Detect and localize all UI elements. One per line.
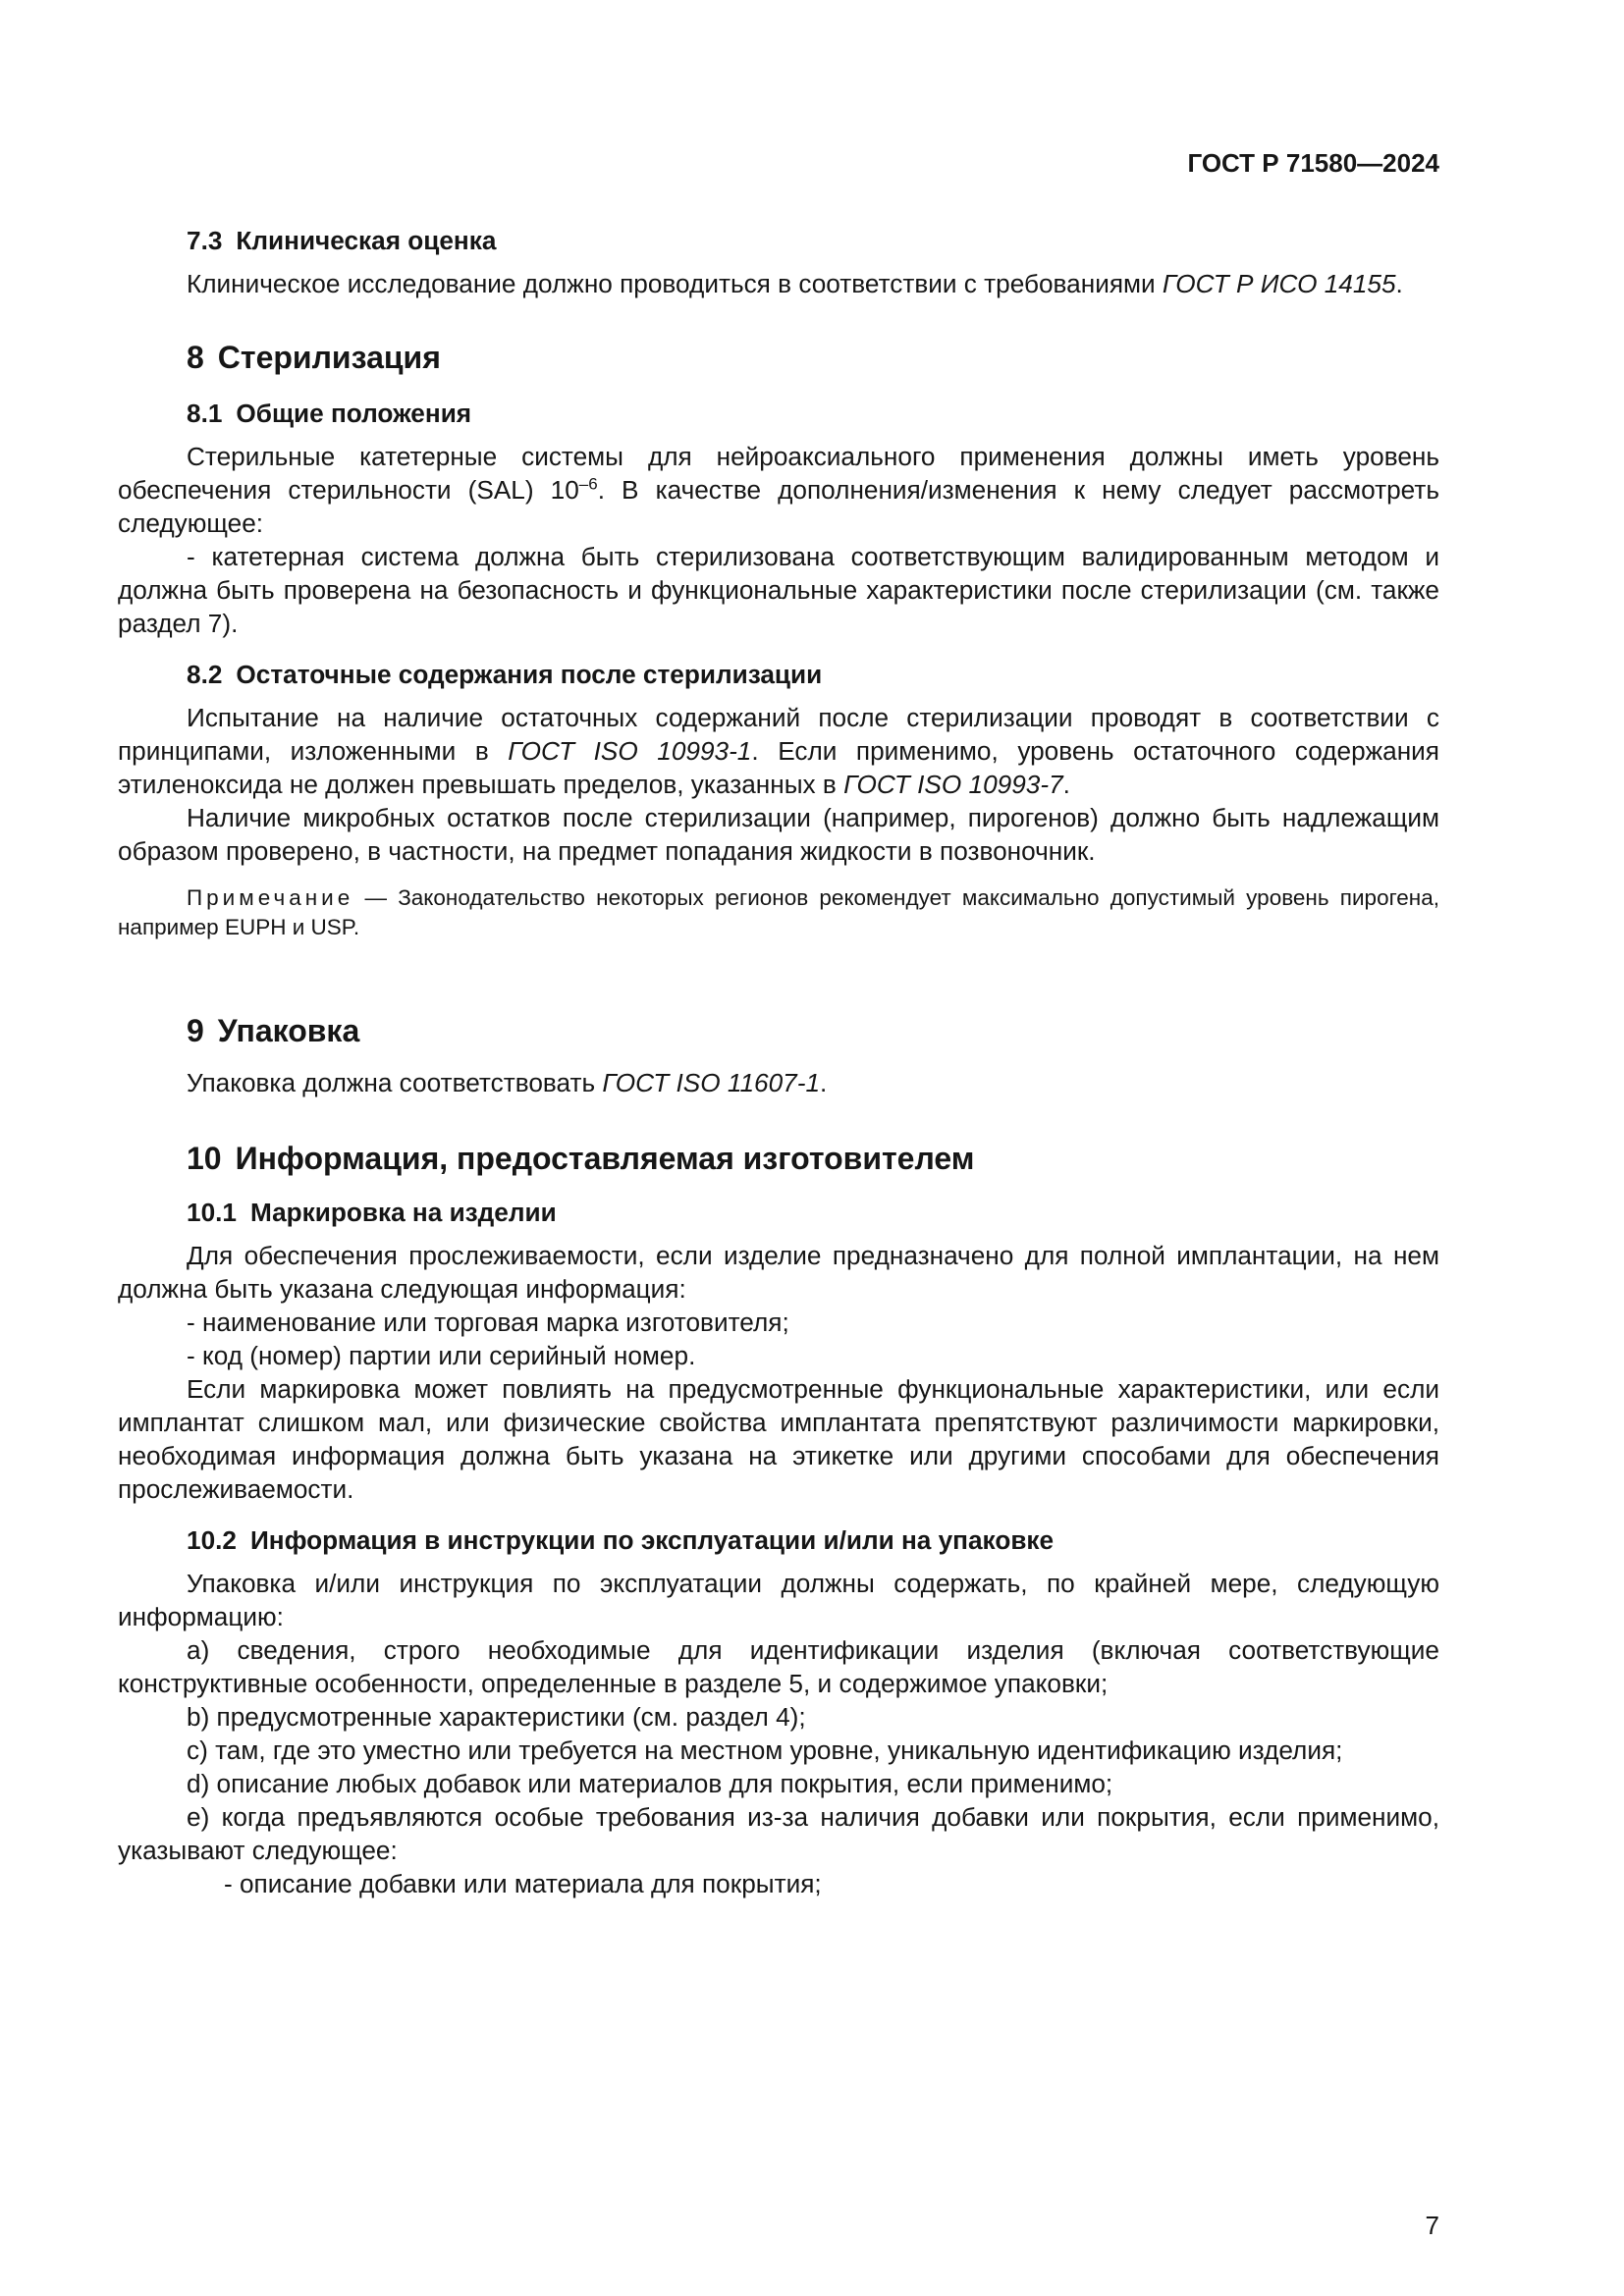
page-number: 7 bbox=[1425, 2211, 1439, 2240]
text: . bbox=[820, 1068, 828, 1097]
reference: ГОСТ ISO 10993-7 bbox=[843, 770, 1063, 799]
subsection-number: 8.1 bbox=[187, 399, 223, 428]
subsection-8-1-heading bbox=[187, 397, 1439, 430]
paragraph bbox=[118, 701, 1439, 801]
section-number: 9 bbox=[187, 1013, 204, 1048]
subsection-title: Маркировка на изделии bbox=[249, 1198, 557, 1227]
subsection-title: Клиническая оценка bbox=[236, 226, 497, 255]
list-item-b: b) предусмотренные характеристики (см. раздел 4); bbox=[187, 1702, 806, 1732]
paragraph: Упаковка и/или инструкция по эксплуатации должны содержать, по крайней мере, следующую информацию: bbox=[118, 1569, 1439, 1631]
text: Испытание на наличие остаточных содержаний после стерилизации проводят в соответствии с принципами, изложенными в bbox=[118, 703, 1439, 766]
text: . bbox=[1062, 770, 1070, 799]
section-10-heading bbox=[187, 1139, 1439, 1178]
paragraph bbox=[118, 440, 1439, 540]
paragraph bbox=[118, 1066, 1439, 1099]
subsection-number: 10.2 bbox=[187, 1525, 237, 1555]
paragraph: Для обеспечения прослеживаемости, если изделие предназначено для полной имплантации, на нем должна быть указана следующая информация: bbox=[118, 1241, 1439, 1304]
subsection-title: Остаточные содержания после стерилизации bbox=[236, 660, 823, 689]
section-title: Стерилизация bbox=[217, 340, 441, 375]
list-item-d: d) описание любых добавок или материалов для покрытия, если применимо; bbox=[187, 1769, 1113, 1798]
paragraph: Наличие микробных остатков после стерилизации (например, пирогенов) должно быть надлежащим образом проверено, в частности, на предмет попадания жидкости в позвоночник. bbox=[118, 803, 1439, 866]
superscript: –6 bbox=[578, 474, 598, 494]
text: . В качестве дополнения/изменения к нему следует рассмотреть следующее: bbox=[118, 475, 1439, 538]
subsection-title: Информация в инструкции по эксплуатации и/или на упаковке bbox=[249, 1525, 1055, 1555]
document-header-id: ГОСТ Р 71580—2024 bbox=[1187, 148, 1439, 178]
section-number: 8 bbox=[187, 340, 204, 375]
reference: ГОСТ ISO 11607-1 bbox=[602, 1068, 821, 1097]
subsection-title: Общие положения bbox=[236, 399, 472, 428]
paragraph bbox=[118, 267, 1439, 300]
section-number: 10 bbox=[187, 1141, 222, 1176]
subsection-7-3-heading bbox=[187, 224, 1439, 257]
note-label: Примечание bbox=[187, 885, 354, 910]
subsection-number: 10.1 bbox=[187, 1198, 237, 1227]
text: Клиническое исследование должно проводиться в соответствии с требованиями bbox=[187, 269, 1163, 298]
reference: ГОСТ Р ИСО 14155 bbox=[1162, 269, 1396, 298]
list-item-a: a) сведения, строго необходимые для идентификации изделия (включая соответствующие конструктивные особенности, определенные в разделе 5, и содержимое упаковки; bbox=[118, 1635, 1439, 1698]
note bbox=[118, 883, 1439, 942]
list-item: - катетерная система должна быть стерилизована соответствующим валидированным методом и должна быть проверена на безопасность и функциональные характеристики после стерилизации (см. также раздел 7). bbox=[118, 542, 1439, 638]
subsection-number: 7.3 bbox=[187, 226, 223, 255]
section-9-heading bbox=[187, 1011, 1439, 1050]
list-subitem: - описание добавки или материала для покрытия; bbox=[224, 1869, 822, 1898]
subsection-10-2-heading bbox=[187, 1523, 1439, 1557]
list-item: - код (номер) партии или серийный номер. bbox=[187, 1341, 696, 1370]
text: Стерильные катетерные системы для нейроаксиального применения должны иметь уровень обеспечения стерильности (SAL) 10 bbox=[118, 442, 1439, 505]
text: Упаковка должна соответствовать bbox=[187, 1068, 603, 1097]
subsection-10-1-heading bbox=[187, 1196, 1439, 1229]
page-content bbox=[118, 224, 1439, 1900]
text: . bbox=[1395, 269, 1403, 298]
note-text: — Законодательство некоторых регионов рекомендует максимально допустимый уровень пирогена, например EUPH и USP. bbox=[118, 885, 1439, 939]
list-item-e: e) когда предъявляются особые требования из-за наличия добавки или покрытия, если применимо, указывают следующее: bbox=[118, 1802, 1439, 1865]
paragraph: Если маркировка может повлиять на предусмотренные функциональные характеристики, или если имплантат слишком мал, или физические свойства имплантата препятствуют различимости маркировки, необходимая информация должна быть указана на этикетке или другими способами для обеспечения прослеживаемости. bbox=[118, 1374, 1439, 1504]
reference: ГОСТ ISO 10993-1 bbox=[508, 736, 752, 766]
section-title: Упаковка bbox=[217, 1013, 360, 1048]
list-item: - наименование или торговая марка изготовителя; bbox=[187, 1308, 789, 1337]
list-item-c: c) там, где это уместно или требуется на местном уровне, уникальную идентификацию изделия; bbox=[187, 1735, 1343, 1765]
subsection-number: 8.2 bbox=[187, 660, 223, 689]
subsection-8-2-heading bbox=[187, 658, 1439, 691]
section-8-heading bbox=[187, 338, 1439, 377]
text: . Если применимо, уровень остаточного содержания этиленоксида не должен превышать пределов, указанных в bbox=[118, 736, 1439, 799]
section-title: Информация, предоставляемая изготовителем bbox=[235, 1141, 975, 1176]
